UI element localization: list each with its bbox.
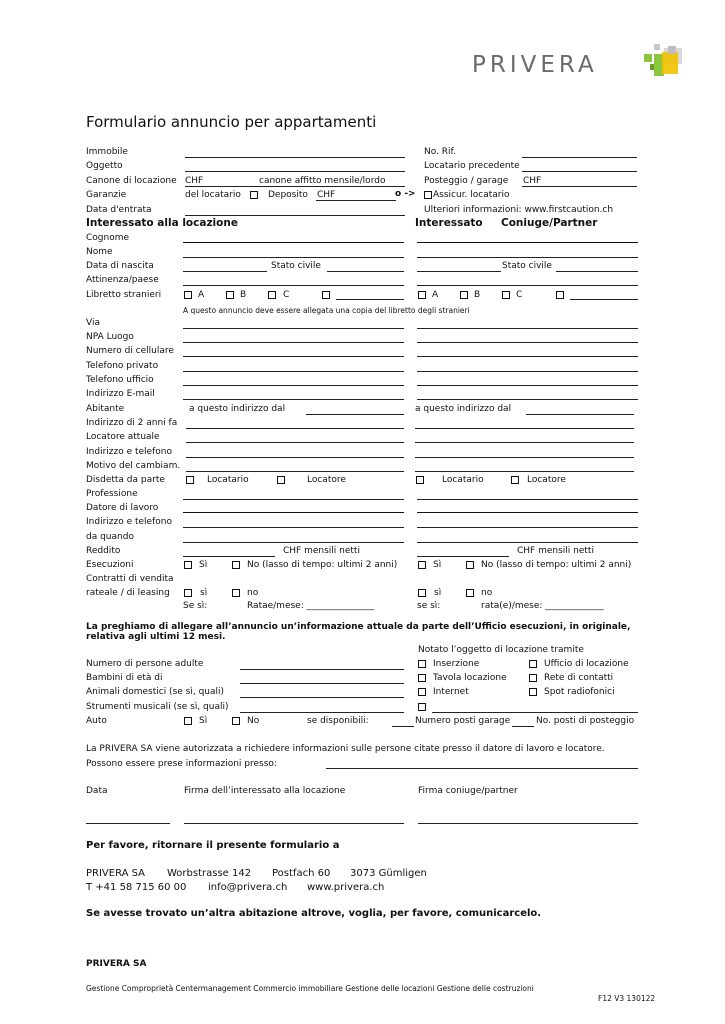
checkbox-libretto-other[interactable] <box>322 291 330 299</box>
input-posteggio[interactable] <box>522 186 637 187</box>
label-esecuzioni-si: Sì <box>199 560 208 570</box>
label-tel-ufficio: Telefono ufficio <box>86 375 154 385</box>
label-auto: Auto <box>86 716 107 726</box>
label-posti-posteggio: No. posti di posteggio <box>536 716 635 726</box>
notice-esecuzioni: La preghiamo di allegare all’annuncio un’informazione attuale da parte dell’Ufficio esecuzioni, in originale, relativa agli ultimi 12 mesi. <box>86 622 631 642</box>
input-motivo[interactable] <box>186 471 404 472</box>
label-tel-privato: Telefono privato <box>86 361 159 371</box>
input-attinenza[interactable] <box>183 285 404 286</box>
label-da-quando: da quando <box>86 532 134 542</box>
label-esecuzioni-si-partner: Sì <box>433 560 442 570</box>
return-email-link[interactable]: info@privera.ch <box>208 882 288 893</box>
label-locatario: Locatario <box>207 475 249 485</box>
opt-a-partner: A <box>432 290 439 300</box>
checkbox-spot[interactable] <box>529 688 537 696</box>
input-oggetto[interactable] <box>185 171 405 172</box>
input-presso[interactable] <box>326 768 638 769</box>
label-rateale-no: no <box>247 588 259 598</box>
input-motivo-partner[interactable] <box>415 471 634 472</box>
checkbox-tavola[interactable] <box>418 674 426 682</box>
label-stato-civile: Stato civile <box>271 261 321 271</box>
return-company: PRIVERA SA <box>86 868 146 879</box>
label-ufficio-loc: Ufficio di locazione <box>544 659 629 669</box>
input-reddito-partner[interactable] <box>417 556 509 557</box>
checkbox-esecuzioni-si-partner[interactable] <box>418 561 426 569</box>
input-indirizzo-2anni[interactable] <box>186 428 404 429</box>
footer-services: Gestione Comproprietà Centermanagement Commercio immobiliare Gestione delle locazioni Gestione delle costruzioni <box>86 984 534 993</box>
input-da-quando-partner[interactable] <box>417 542 638 543</box>
return-postfach: Postfach 60 <box>272 868 331 879</box>
garanzie-del-locatario: del locatario <box>185 190 241 200</box>
input-nome-partner[interactable] <box>417 257 638 258</box>
label-attinenza: Attinenza/paese <box>86 275 159 285</box>
input-locatario-prec[interactable] <box>522 171 637 172</box>
return-street: Worbstrasse 142 <box>167 868 252 879</box>
label-rateale-no-partner: no <box>481 588 493 598</box>
label-locatario-prec: Locatario precedente <box>424 161 520 171</box>
checkbox-deposito[interactable] <box>250 191 258 199</box>
input-npa[interactable] <box>183 342 404 343</box>
label-locatore: Locatore <box>307 475 346 485</box>
arrow-or: o -> <box>395 189 416 199</box>
label-oggetto: Oggetto <box>86 161 123 171</box>
label-indirizzo-dal-partner: a questo indirizzo dal <box>415 404 512 414</box>
input-indirizzo-tel[interactable] <box>186 457 404 458</box>
label-locatario-partner: Locatario <box>442 475 484 485</box>
opt-b-partner: B <box>474 290 481 300</box>
label-persone: Numero di persone adulte <box>86 659 204 669</box>
label-chf-mensili-partner: CHF mensili netti <box>517 546 594 556</box>
input-locatore-attuale-partner[interactable] <box>415 442 634 443</box>
return-web-link[interactable]: www.privera.ch <box>307 882 385 893</box>
label-datore: Datore di lavoro <box>86 503 159 513</box>
input-da-quando[interactable] <box>183 542 404 543</box>
checkbox-libretto-other-partner[interactable] <box>556 291 564 299</box>
canone-currency: CHF <box>185 176 204 186</box>
section-interessato-alla: Interessato alla locazione <box>86 217 238 229</box>
checkbox-internet[interactable] <box>418 688 426 696</box>
input-indirizzo-tel2[interactable] <box>183 527 404 528</box>
label-rete: Rete di contatti <box>544 673 614 683</box>
label-chf-mensili: CHF mensili netti <box>283 546 360 556</box>
input-stato-civile-partner[interactable] <box>556 271 638 272</box>
canone-note: canone affitto mensile/lordo <box>259 176 386 186</box>
checkbox-rete[interactable] <box>529 674 537 682</box>
checkbox-libretto-a-partner[interactable] <box>418 291 426 299</box>
label-via: Via <box>86 318 100 328</box>
input-tel-privato-partner[interactable] <box>417 371 638 372</box>
input-locatore-attuale[interactable] <box>186 442 404 443</box>
footer-code: F12 V3 130122 <box>598 994 656 1003</box>
checkbox-disdetta-locatario[interactable] <box>186 476 194 484</box>
checkbox-esecuzioni-no-partner[interactable] <box>466 561 474 569</box>
checkbox-libretto-b-partner[interactable] <box>460 291 468 299</box>
input-data-entrata[interactable] <box>185 215 405 216</box>
label-strumenti: Strumenti musicali (se sì, quali) <box>86 702 229 712</box>
checkbox-rateale-no[interactable] <box>232 589 240 597</box>
input-indirizzo-tel2-partner[interactable] <box>417 527 638 528</box>
checkbox-libretto-c-partner[interactable] <box>502 291 510 299</box>
input-datore[interactable] <box>183 512 404 513</box>
label-sig-interessato: Firma dell’interessato alla locazione <box>184 786 346 796</box>
input-animali[interactable] <box>240 697 404 698</box>
label-nome: Nome <box>86 247 113 257</box>
label-canone: Canone di locazione <box>86 176 177 186</box>
posteggio-currency: CHF <box>523 176 542 186</box>
checkbox-esecuzioni-no[interactable] <box>232 561 240 569</box>
checkbox-libretto-c[interactable] <box>268 291 276 299</box>
label-motivo: Motivo del cambiam. <box>86 461 181 471</box>
label-spot: Spot radiofonici <box>544 687 615 697</box>
checkbox-rateale-si-partner[interactable] <box>418 589 426 597</box>
checkbox-auto-no[interactable] <box>232 717 240 725</box>
label-assicur: Assicur. locatario <box>433 190 510 200</box>
label-professione: Professione <box>86 489 138 499</box>
input-strumenti[interactable] <box>240 712 404 713</box>
label-locatore-attuale: Locatore attuale <box>86 432 160 442</box>
label-deposito: Deposito <box>268 190 308 200</box>
input-datore-partner[interactable] <box>417 512 638 513</box>
input-sig-data[interactable] <box>86 823 170 824</box>
label-rate-mese-partner: rata(e)/mese: _____________ <box>481 601 604 611</box>
label-animali: Animali domestici (se sì, quali) <box>86 687 225 697</box>
input-bambini[interactable] <box>240 683 404 684</box>
label-rateale: rateale / di leasing <box>86 588 170 598</box>
input-sig-coniuge[interactable] <box>418 823 638 824</box>
input-deposito[interactable] <box>316 200 396 201</box>
label-abitante: Abitante <box>86 404 125 414</box>
label-auto-si: Sì <box>199 716 208 726</box>
checkbox-rateale-no-partner[interactable] <box>466 589 474 597</box>
input-professione[interactable] <box>183 499 404 500</box>
section-interessato: Interessato <box>415 217 483 229</box>
label-se-si-partner: se sì: <box>417 601 441 611</box>
input-other-source[interactable] <box>432 712 638 713</box>
label-stato-civile-partner: Stato civile <box>502 261 552 271</box>
input-tel-ufficio-partner[interactable] <box>417 385 638 386</box>
label-esecuzioni-no-partner: No (lasso di tempo: ultimi 2 anni) <box>481 560 632 570</box>
opt-c-partner: C <box>516 290 523 300</box>
label-sig-coniuge: Firma coniuge/partner <box>418 786 518 796</box>
input-canone[interactable] <box>185 186 405 187</box>
checkbox-libretto-b[interactable] <box>226 291 234 299</box>
input-sig-interessato[interactable] <box>184 823 404 824</box>
ulteriori-info: Ulteriori informazioni: www.firstcaution.ch <box>424 205 614 215</box>
authorization-text: La PRIVERA SA viene autorizzata a richiedere informazioni sulle persone citate presso il datore di lavoro e locatore. <box>86 744 605 754</box>
input-npa-partner[interactable] <box>417 342 638 343</box>
input-nascita[interactable] <box>183 271 267 272</box>
checkbox-esecuzioni-si[interactable] <box>184 561 192 569</box>
label-rateale-si-partner: sì <box>434 588 442 598</box>
label-inserzione: Inserzione <box>433 659 480 669</box>
input-indirizzo-dal-partner[interactable] <box>526 414 634 415</box>
return-phone: T +41 58 715 60 00 <box>86 882 187 893</box>
label-tavola: Tavola locazione <box>433 673 507 683</box>
input-attinenza-partner[interactable] <box>417 285 638 286</box>
input-cognome-partner[interactable] <box>417 242 638 243</box>
checkbox-libretto-a[interactable] <box>184 291 192 299</box>
checkbox-disdetta-locatario-partner[interactable] <box>416 476 424 484</box>
input-cellulare-partner[interactable] <box>417 356 638 357</box>
input-tel-privato[interactable] <box>183 371 404 372</box>
checkbox-auto-si[interactable] <box>184 717 192 725</box>
label-libretto: Libretto stranieri <box>86 290 162 300</box>
label-reddito: Reddito <box>86 546 121 556</box>
checkbox-disdetta-locatore-partner[interactable] <box>511 476 519 484</box>
label-disdetta: Disdetta da parte <box>86 475 165 485</box>
input-posti-garage[interactable] <box>392 726 414 727</box>
label-data-entrata: Data d'entrata <box>86 205 152 215</box>
label-indirizzo-tel: Indirizzo e telefono <box>86 447 172 457</box>
footer-company: PRIVERA SA <box>86 959 147 969</box>
label-sig-data: Data <box>86 786 108 796</box>
input-libretto-other-partner[interactable] <box>570 299 638 300</box>
checkbox-assicur[interactable] <box>424 191 432 199</box>
label-indirizzo-tel2: Indirizzo e telefono <box>86 517 172 527</box>
privera-logo-icon <box>632 42 686 82</box>
opt-b: B <box>240 290 247 300</box>
input-posti-posteggio[interactable] <box>512 726 534 727</box>
label-posteggio: Posteggio / garage <box>424 176 509 186</box>
input-persone[interactable] <box>240 669 404 670</box>
input-indirizzo-2anni-partner[interactable] <box>415 428 634 429</box>
label-notato: Notato l’oggetto di locazione tramite <box>418 645 584 655</box>
label-auto-no: No <box>247 716 260 726</box>
label-locatore-partner: Locatore <box>527 475 566 485</box>
label-rate-mese: Ratae/mese: _______________ <box>247 601 375 611</box>
label-rateale-si: sì <box>200 588 208 598</box>
checkbox-other-source[interactable] <box>418 703 426 711</box>
label-garanzie: Garanzie <box>86 190 127 200</box>
label-email: Indirizzo E-mail <box>86 389 155 399</box>
label-no-rif: No. Rif. <box>424 147 456 157</box>
label-nascita: Data di nascita <box>86 261 154 271</box>
input-indirizzo-tel-partner[interactable] <box>415 457 634 458</box>
return-request: Se avesse trovato un’altra abitazione altrove, voglia, per favore, comunicarcelo. <box>86 908 542 919</box>
label-se-si: Se sì: <box>183 601 208 611</box>
label-cognome: Cognome <box>86 233 130 243</box>
input-via-partner[interactable] <box>417 328 638 329</box>
label-esecuzioni: Esecuzioni <box>86 560 134 570</box>
label-contratti: Contratti di vendita <box>86 574 174 584</box>
section-coniuge: Coniuge/Partner <box>501 217 598 229</box>
deposito-currency: CHF <box>317 190 336 200</box>
return-heading: Per favore, ritornare il presente formulario a <box>86 840 340 851</box>
input-reddito[interactable] <box>183 556 275 557</box>
label-esecuzioni-no: No (lasso di tempo: ultimi 2 anni) <box>247 560 398 570</box>
brand-wordmark: PRIVERA <box>472 52 598 78</box>
input-indirizzo-dal[interactable] <box>306 414 404 415</box>
input-email[interactable] <box>183 399 404 400</box>
opt-c: C <box>283 290 290 300</box>
opt-a: A <box>198 290 205 300</box>
input-nome[interactable] <box>183 257 404 258</box>
label-bambini: Bambini di età di <box>86 673 163 683</box>
return-city: 3073 Gümligen <box>350 868 427 879</box>
libretto-note: A questo annuncio deve essere allegata una copia del libretto degli stranieri <box>183 306 470 315</box>
input-no-rif[interactable] <box>522 157 637 158</box>
label-posti-garage: Numero posti garage <box>415 716 511 726</box>
label-internet: Internet <box>433 687 469 697</box>
input-professione-partner[interactable] <box>417 499 638 500</box>
checkbox-rateale-si[interactable] <box>184 589 192 597</box>
label-indirizzo-dal: a questo indirizzo dal <box>189 404 286 414</box>
label-disponibili: se disponibili: <box>307 716 369 726</box>
checkbox-inserzione[interactable] <box>418 660 426 668</box>
checkbox-disdetta-locatore[interactable] <box>277 476 285 484</box>
label-cellulare: Numero di cellulare <box>86 346 174 356</box>
input-libretto-other[interactable] <box>336 299 404 300</box>
page-title: Formulario annuncio per appartamenti <box>86 113 377 131</box>
input-cellulare[interactable] <box>183 356 404 357</box>
input-nascita-partner[interactable] <box>417 271 501 272</box>
label-immobile: Immobile <box>86 147 128 157</box>
input-cognome[interactable] <box>183 242 404 243</box>
input-immobile[interactable] <box>185 157 405 158</box>
input-stato-civile[interactable] <box>327 271 404 272</box>
input-tel-ufficio[interactable] <box>183 385 404 386</box>
label-indirizzo-2anni: Indirizzo di 2 anni fa <box>86 418 178 428</box>
authorization-presso: Possono essere prese informazioni presso: <box>86 759 277 769</box>
input-email-partner[interactable] <box>417 399 638 400</box>
input-via[interactable] <box>183 328 404 329</box>
label-npa: NPA Luogo <box>86 332 134 342</box>
checkbox-ufficio-loc[interactable] <box>529 660 537 668</box>
